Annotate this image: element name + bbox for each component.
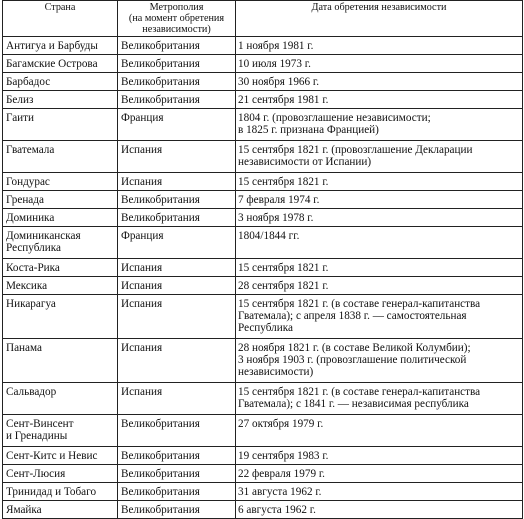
metropolis-cell-text: Испания xyxy=(121,262,163,274)
date-cell xyxy=(236,227,523,259)
country-cell-text: Антигуа и Барбуды xyxy=(6,40,98,52)
table-row xyxy=(3,447,523,465)
metropolis-cell xyxy=(118,191,236,209)
country-cell-text: Мексика xyxy=(6,280,48,292)
date-cell xyxy=(236,259,523,277)
independence-table xyxy=(2,0,523,519)
table-row xyxy=(3,339,523,383)
metropolis-cell xyxy=(118,415,236,447)
date-cell xyxy=(236,109,523,141)
country-cell xyxy=(3,465,118,483)
metropolis-cell xyxy=(118,109,236,141)
country-cell xyxy=(3,501,118,519)
date-cell-text: 15 сентября 1821 г. (в составе генерал-капитанства Гватемала); с апреля 1838 г. — самостоятельная Республика xyxy=(238,298,481,335)
date-cell-text: 28 ноября 1821 г. (в составе Великой Колумбии); 3 ноября 1903 г. (провозглашение политической независимости) xyxy=(238,342,471,379)
table-row xyxy=(3,173,523,191)
metropolis-cell-text: Великобритания xyxy=(121,94,200,106)
date-cell-text: 15 сентября 1821 г. (в составе генерал-капитанства Гватемала); с 1841 г. — независимая республика xyxy=(238,386,481,411)
date-cell-text: 1804/1844 гг. xyxy=(238,230,300,242)
country-cell xyxy=(3,91,118,109)
country-cell xyxy=(3,141,118,173)
date-cell xyxy=(236,501,523,519)
country-cell-text: Гаити xyxy=(6,112,35,124)
country-cell-text: Доминика xyxy=(6,212,55,224)
table-row xyxy=(3,73,523,91)
country-cell xyxy=(3,295,118,339)
metropolis-cell-text: Испания xyxy=(121,386,163,398)
country-cell-text: Ямайка xyxy=(6,504,42,516)
date-cell xyxy=(236,191,523,209)
metropolis-cell xyxy=(118,465,236,483)
country-cell-text: Никарагуа xyxy=(6,298,56,310)
date-cell-text: 7 февраля 1974 г. xyxy=(238,194,320,206)
table-body xyxy=(3,37,523,519)
country-cell-text: Сент-Винсент и Гренадины xyxy=(6,418,74,443)
country-cell xyxy=(3,191,118,209)
metropolis-cell-text: Франция xyxy=(121,112,164,124)
metropolis-cell-text: Великобритания xyxy=(121,194,200,206)
country-cell xyxy=(3,415,118,447)
country-cell xyxy=(3,173,118,191)
table-row xyxy=(3,465,523,483)
metropolis-cell xyxy=(118,91,236,109)
country-cell xyxy=(3,259,118,277)
metropolis-cell-text: Великобритания xyxy=(121,58,200,70)
date-cell-text: 19 сентября 1983 г. xyxy=(238,450,329,462)
table-row xyxy=(3,501,523,519)
date-cell xyxy=(236,339,523,383)
metropolis-cell-text: Великобритания xyxy=(121,418,200,430)
country-cell xyxy=(3,109,118,141)
date-cell-text: 28 сентября 1821 г. xyxy=(238,280,329,292)
date-cell xyxy=(236,37,523,55)
metropolis-cell-text: Великобритания xyxy=(121,450,200,462)
metropolis-cell xyxy=(118,173,236,191)
date-cell-text: 15 сентября 1821 г. (провозглашение Декларации независимости от Испании) xyxy=(238,144,473,169)
metropolis-cell xyxy=(118,339,236,383)
country-cell xyxy=(3,55,118,73)
metropolis-cell xyxy=(118,37,236,55)
metropolis-cell-text: Великобритания xyxy=(121,504,200,516)
metropolis-cell xyxy=(118,447,236,465)
date-cell xyxy=(236,55,523,73)
date-cell-text: 1804 г. (провозглашение независимости; в 1825 г. признана Францией) xyxy=(238,112,431,137)
country-cell-text: Белиз xyxy=(6,94,34,106)
table-row xyxy=(3,191,523,209)
country-cell xyxy=(3,37,118,55)
country-cell xyxy=(3,227,118,259)
metropolis-cell-text: Испания xyxy=(121,342,163,354)
date-cell xyxy=(236,483,523,501)
country-cell-text: Багамские Острова xyxy=(6,58,98,70)
metropolis-cell-text: Испания xyxy=(121,298,163,310)
date-cell xyxy=(236,383,523,415)
table-row xyxy=(3,277,523,295)
metropolis-cell xyxy=(118,501,236,519)
country-cell xyxy=(3,483,118,501)
date-cell-text: 6 августа 1962 г. xyxy=(238,504,316,516)
country-cell-text: Гватемала xyxy=(6,144,55,156)
date-cell xyxy=(236,295,523,339)
date-cell xyxy=(236,141,523,173)
date-cell xyxy=(236,465,523,483)
metropolis-cell-text: Великобритания xyxy=(121,212,200,224)
date-cell-text: 15 сентября 1821 г. xyxy=(238,262,329,274)
date-cell-text: 15 сентября 1821 г. xyxy=(238,176,329,188)
country-cell-text: Коста-Рика xyxy=(6,262,60,274)
metropolis-cell xyxy=(118,141,236,173)
metropolis-cell-text: Франция xyxy=(121,230,164,242)
table-row xyxy=(3,415,523,447)
table-row xyxy=(3,55,523,73)
table-header xyxy=(3,1,523,37)
country-cell-text: Гренада xyxy=(6,194,44,206)
table-row xyxy=(3,141,523,173)
date-cell xyxy=(236,447,523,465)
country-cell xyxy=(3,447,118,465)
metropolis-cell xyxy=(118,259,236,277)
date-cell-text: 1 ноября 1981 г. xyxy=(238,40,314,52)
country-cell xyxy=(3,339,118,383)
date-cell-text: 31 августа 1962 г. xyxy=(238,486,322,498)
country-cell-text: Панама xyxy=(6,342,42,354)
metropolis-cell xyxy=(118,227,236,259)
date-cell xyxy=(236,173,523,191)
table-row xyxy=(3,259,523,277)
metropolis-cell xyxy=(118,73,236,91)
country-cell-text: Барбадос xyxy=(6,76,51,88)
table-row xyxy=(3,209,523,227)
country-cell-text: Гондурас xyxy=(6,176,50,188)
metropolis-cell-text: Испания xyxy=(121,176,163,188)
header-date: Дата обретения независимости xyxy=(236,1,523,37)
metropolis-cell-text: Великобритания xyxy=(121,40,200,52)
metropolis-cell xyxy=(118,295,236,339)
country-cell-text: Тринидад и Тобаго xyxy=(6,486,97,498)
date-cell xyxy=(236,415,523,447)
date-cell-text: 10 июля 1973 г. xyxy=(238,58,311,70)
country-cell-text: Сент-Китс и Невис xyxy=(6,450,98,462)
metropolis-cell-text: Испания xyxy=(121,280,163,292)
date-cell xyxy=(236,277,523,295)
date-cell-text: 27 октября 1979 г. xyxy=(238,418,324,430)
date-cell xyxy=(236,91,523,109)
date-cell-text: 3 ноября 1978 г. xyxy=(238,212,314,224)
header-metropolis: Метрополия (на момент обретения независимости) xyxy=(118,1,236,37)
date-cell xyxy=(236,73,523,91)
metropolis-cell-text: Великобритания xyxy=(121,76,200,88)
header-country: Страна xyxy=(3,1,118,37)
metropolis-cell xyxy=(118,277,236,295)
country-cell xyxy=(3,383,118,415)
table-row xyxy=(3,227,523,259)
metropolis-cell xyxy=(118,209,236,227)
country-cell-text: Доминиканская Республика xyxy=(6,230,81,255)
date-cell-text: 21 сентября 1981 г. xyxy=(238,94,329,106)
metropolis-cell xyxy=(118,483,236,501)
date-cell-text: 22 февраля 1979 г. xyxy=(238,468,325,480)
table-row xyxy=(3,295,523,339)
country-cell xyxy=(3,73,118,91)
table-row xyxy=(3,37,523,55)
metropolis-cell-text: Великобритания xyxy=(121,468,200,480)
country-cell-text: Сент-Люсия xyxy=(6,468,66,480)
table-row xyxy=(3,91,523,109)
metropolis-cell xyxy=(118,383,236,415)
country-cell-text: Сальвадор xyxy=(6,386,57,398)
metropolis-cell-text: Испания xyxy=(121,144,163,156)
country-cell xyxy=(3,209,118,227)
date-cell-text: 30 ноября 1966 г. xyxy=(238,76,320,88)
date-cell xyxy=(236,209,523,227)
metropolis-cell-text: Великобритания xyxy=(121,486,200,498)
header-row xyxy=(3,1,523,37)
country-cell xyxy=(3,277,118,295)
table-row xyxy=(3,109,523,141)
metropolis-cell xyxy=(118,55,236,73)
table-row xyxy=(3,383,523,415)
table-row xyxy=(3,483,523,501)
